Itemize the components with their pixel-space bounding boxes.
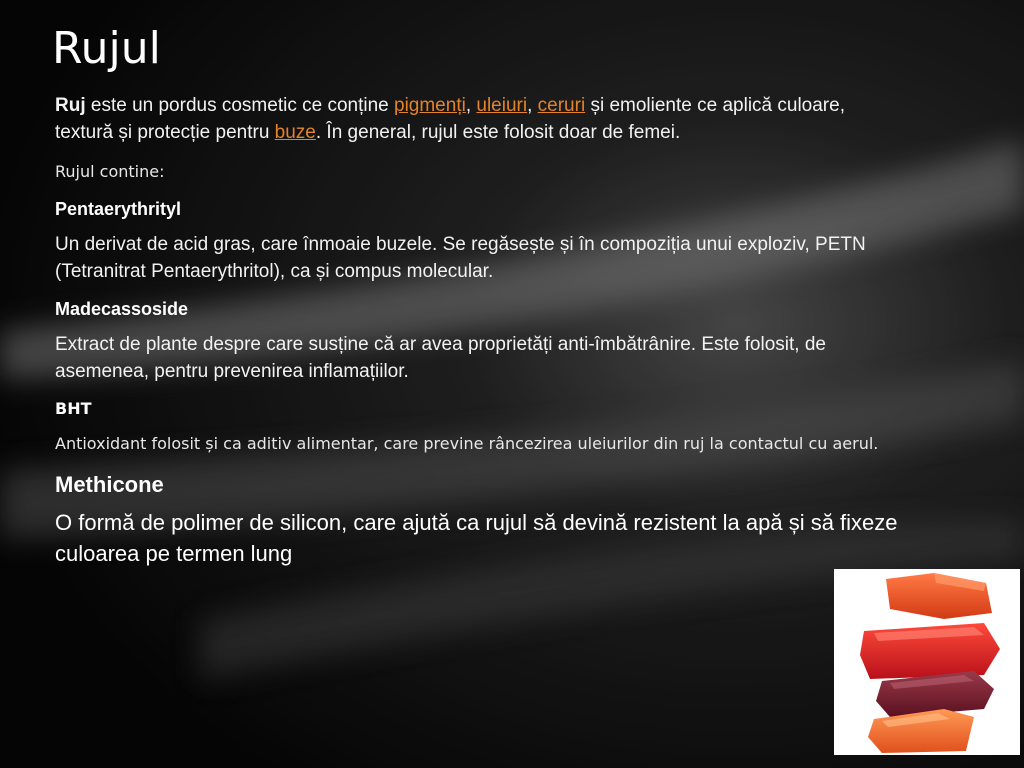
ingredient-desc-methicone: O formă de polimer de silicon, care ajută ca rujul să devină rezistent la apă și să fixeze culoarea pe termen lung xyxy=(55,510,898,566)
link-buze[interactable]: buze xyxy=(274,122,316,143)
slide-title: Rujul xyxy=(52,23,161,74)
ingredient-desc-bht: Antioxidant folosit și ca aditiv alimentar, care previne râncezirea uleiurilor din ruj la contactul cu aerul. xyxy=(55,434,879,453)
ingredient-name-madecassoside: Madecassoside xyxy=(55,299,189,319)
intro-text-2: și emoliente ce aplică culoare, textură și protecție pentru xyxy=(55,95,845,143)
link-ceruri[interactable]: ceruri xyxy=(537,95,586,116)
intro-paragraph xyxy=(55,92,905,146)
ingredient-desc-madecassoside: Extract de plante despre care susține că ar avea proprietăți anti-îmbătrânire. Este folosit, de asemenea, pentru prevenirea inflamațiilor. xyxy=(55,334,826,382)
stacked-lipsticks-icon xyxy=(834,569,1020,755)
intro-sep-1: , xyxy=(465,95,477,116)
ingredient-name-bht: BHT xyxy=(55,399,92,418)
lipsticks-photo xyxy=(834,569,1020,755)
ingredient-name-methicone: Methicone xyxy=(55,472,164,497)
ingredient-name-pentaerythrityl: Pentaerythrityl xyxy=(55,199,182,219)
ingredient-desc-pentaerythrityl: Un derivat de acid gras, care înmoaie buzele. Se regăsește și în compoziția unui exploziv, PETN (Tetranitrat Pentaerythritol), ca și compus molecular. xyxy=(55,234,866,282)
link-uleiuri[interactable]: uleiuri xyxy=(476,95,528,116)
slide-content xyxy=(55,92,905,569)
intro-term: Ruj xyxy=(55,95,86,116)
intro-text-3: . În general, rujul este folosit doar de femei. xyxy=(315,122,681,143)
intro-sep-2: , xyxy=(527,95,538,116)
contine-label: Rujul contine: xyxy=(55,162,165,181)
link-pigmenti[interactable]: pigmenți xyxy=(394,95,466,116)
intro-text-1: este un pordus cosmetic ce conține xyxy=(85,95,394,116)
